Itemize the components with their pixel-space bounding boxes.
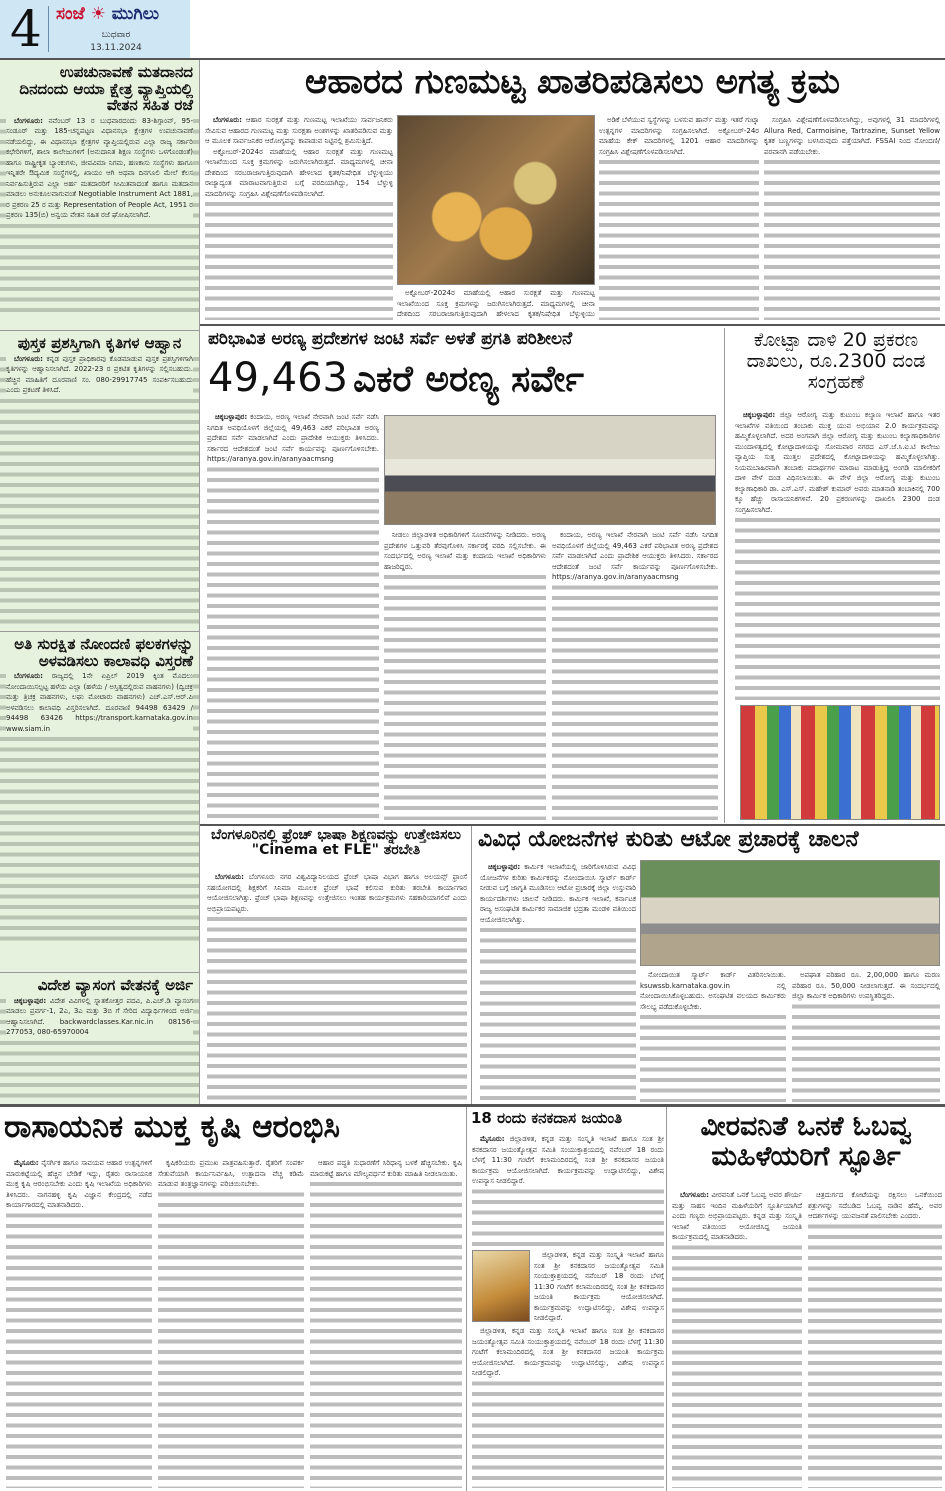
article-book-award	[0, 331, 199, 631]
body-text: ಅಪಘಾತ ಪರಿಹಾರ ರೂ. 2,00,000 ಹಾಗೂ ಮರಣ ಪರಿಹಾರ ರೂ. 50,000 ನೀಡಲಾಗುತ್ತದೆ. ಈ ಸಂದರ್ಭದಲ್ಲಿ ಜಿಲ್ಲಾ ಕಾರ್ಮಿಕ ಅಧಿಕಾರಿಗಳು ಉಪಸ್ಥಿತರಿದ್ದರು.	[792, 971, 940, 1000]
body-text: ನೋಂದಾಯಿತ ಸ್ಮಾರ್ಟ್ ಕಾರ್ಡ್ ವಿತರಿಸಲಾಯಿತು. ksuwssb.karnataka.gov.in ನಲ್ಲಿ ನೋಂದಾಯಿಸಿಕೊಳ್ಳಬಹುದು. ಅಸಂಘಟಿತ ವಲಯದ ಕಾರ್ಮಿಕರು ಸೌಲಭ್ಯ ಪಡೆದುಕೊಳ್ಳಬೇಕು.	[640, 971, 786, 1011]
tobacco-products-photo	[740, 705, 940, 820]
dateline: ಬೆಂಗಳೂರು:	[680, 1191, 709, 1199]
dateline: ಮೈಸೂರು:	[480, 1135, 505, 1143]
headline: ಪುಸ್ತಕ ಪ್ರಶಸ್ತಿಗಾಗಿ ಕೃತಿಗಳ ಆಹ್ವಾನ	[17, 334, 182, 352]
left-column	[0, 60, 200, 1105]
article-body-col-3	[472, 1326, 664, 1488]
dateline: ಬೆಂಗಳೂರು:	[213, 116, 242, 124]
article-body-col-2	[384, 530, 546, 820]
dateline: ಚಿಕ್ಕಬಳ್ಳಾಪುರ:	[215, 413, 248, 421]
dateline: ಬೆಂಗಳೂರು:	[14, 116, 43, 125]
article-body	[735, 410, 940, 700]
divider	[666, 1107, 667, 1491]
issue-day: ಬುಧವಾರ	[101, 30, 131, 40]
body-text: ಕಂದಾಯ, ಅರಣ್ಯ ಇಲಾಖೆ ನೇರವಾಗಿ ಜಂಟಿ ಸರ್ವೆ ನಡೆಸಿ ನಿಗದಿತ ಅವಧಿಯೊಳಗೆ ಜಿಲ್ಲೆಯಲ್ಲಿ 49,463 ಎಕರೆ ಪರಿಭಾವಿತ ಅರಣ್ಯ ಪ್ರದೇಶದ ಸರ್ವೆ ಮಾಡಲಾಗಿದೆ ಎಂದು ಪ್ರಾದೇಶಿಕ ಆಯುಕ್ತರು ತಿಳಿಸಿದರು. ಸರ್ಕಾರದ ಆದೇಶದಂತೆ ಜಂಟಿ ಸರ್ವೆ ಕಾರ್ಯವನ್ನು ಪೂರ್ಣಗೊಳಿಸಬೇಕು. https://aranya.gov.in/aranyaacmsng	[552, 531, 718, 581]
article-body-col-2	[534, 1250, 664, 1322]
newspaper-logo: ಸಂಜೆ ☀ ಮುಗಿಲು	[56, 4, 160, 24]
dateline: ಚಿಕ್ಕಬಳ್ಳಾಪುರ:	[743, 411, 776, 419]
food-photo	[397, 115, 595, 285]
divider	[466, 1107, 467, 1491]
article-auto-campaign	[478, 828, 943, 860]
body-text: ಜಿಲ್ಲಾಡಳಿತ, ಕನ್ನಡ ಮತ್ತು ಸಂಸ್ಕೃತಿ ಇಲಾಖೆ ಹಾಗೂ ಸಂತ ಶ್ರೀ ಕನಕದಾಸರ ಜಯಂತ್ಯೋತ್ಸವ ಸಮಿತಿ ಸಂಯುಕ್ತಾಶ್ರಯದಲ್ಲಿ ನವೆಂಬರ್ 18 ರಂದು ಬೆಳಗ್ಗೆ 11:30 ಗಂಟೆಗೆ ಕಲಾಮಂದಿರದಲ್ಲಿ ಸಂತ ಶ್ರೀ ಕನಕದಾಸರ ಜಯಂತಿ ಕಾರ್ಯಕ್ರಮ ಆಯೋಜಿಸಲಾಗಿದೆ. ಕಾರ್ಯಕ್ರಮವನ್ನು ಉದ್ಘಾಟಿಸಲಿದ್ದು, ವಿಶೇಷ ಉಪನ್ಯಾಸ ನೀಡಲಿದ್ದಾರೆ.	[472, 1135, 664, 1185]
headline: ಉಪಚುನಾವಣೆ ಮತದಾನದ ದಿನದಂದು ಆಯಾ ಕ್ಷೇತ್ರ ವ್ಯಾಪ್ತಿಯಲ್ಲಿ ವೇತನ ಸಹಿತ ರಜೆ	[19, 63, 193, 114]
masthead	[0, 0, 190, 58]
body-text: ಸಂಗ್ರಹಿಸಿ ವಿಶ್ಲೇಷಣೆಗೊಳಪಡಿಸಲಾಗಿದ್ದು, ಅವುಗಳಲ್ಲಿ 31 ಮಾದರಿಗಳಲ್ಲಿ Allura Red, Carmoisine, Tartrazine, Sunset Yellow ಕೃತಕ ಬಣ್ಣಗಳನ್ನು ಬಳಸಿರುವುದು ಪತ್ತೆಯಾಗಿದೆ. FSSAI ನಿಂದ ನೋಂದಣಿ/ಪರವಾನಗಿ ಪಡೆಯಬೇಕು.	[764, 116, 940, 156]
article-body-col-4	[764, 115, 940, 320]
article-food-quality	[205, 64, 940, 114]
divider	[471, 826, 472, 1104]
headline: ವೀರವನಿತೆ ಒನಕೆ ಓಬವ್ವ ಮಹಿಳೆಯರಿಗೆ ಸ್ಫೂರ್ತಿ	[700, 1112, 912, 1172]
article-body	[207, 872, 467, 1100]
article-body-col-1	[480, 862, 636, 1102]
article-body-col-3	[599, 115, 759, 320]
dateline: ಬೆಂಗಳೂರು:	[215, 873, 244, 881]
article-kotpa-raid	[730, 330, 942, 410]
headline-text: ಎಕರೆ ಅರಣ್ಯ ಸರ್ವೇ	[353, 358, 584, 400]
article-body-col-2	[158, 1158, 304, 1488]
meeting-photo	[384, 415, 716, 525]
headline: ಅತಿ ಸುರಕ್ಷಿತ ನೋಂದಣಿ ಫಲಕಗಳನ್ನು ಅಳವಡಿಸಲು ಕಾಲಾವಧಿ ವಿಸ್ತರಣೆ	[14, 635, 193, 670]
body-text: ವಿದೇಶ ವಿವಿಗಳಲ್ಲಿ ಸ್ನಾತಕೋತ್ತರ ಪದವಿ, ಪಿ.ಎಚ್.ಡಿ ವ್ಯಾಸಂಗ ಮಾಡಲು ಪ್ರವರ್ಗ-1, 2ಎ, 3ಎ ಮತ್ತು 3ಬಿ ಗೆ ಸೇರಿದ ವಿದ್ಯಾರ್ಥಿಗಳಿಂದ ಅರ್ಜಿ ಆಹ್ವಾನಿಸಲಾಗಿದೆ. backwardclasses.Kar.nic.in 08156-277053, 080-65970004	[6, 996, 193, 1036]
article-body	[0, 996, 199, 1101]
dateline: ಚಿಕ್ಕಬಳ್ಳಾಪುರ:	[488, 863, 521, 871]
divider	[724, 328, 725, 823]
article-body	[472, 1134, 664, 1246]
article-body-col-3	[792, 970, 940, 1102]
body-text: ಕಾರ್ಮಿಕ ಇಲಾಖೆಯಲ್ಲಿ ಜಾರಿಗೊಳಿಸಿರುವ ವಿವಿಧ ಯೋಜನೆಗಳ ಕುರಿತು ಕಾರ್ಮಿಕರನ್ನು ನೋಂದಾಯಿಸಿ ಸ್ಮಾರ್ಟ್ ಕಾರ್ಡ್ ನೀಡುವ ಬಗ್ಗೆ ಜಾಗೃತಿ ಮೂಡಿಸಲು ಆಟೋ ಪ್ರಚಾರಕ್ಕೆ ಜಿಲ್ಲಾ ಉಸ್ತುವಾರಿ ಕಾರ್ಯದರ್ಶಿಗಳು ಚಾಲನೆ ನೀಡಿದರು. ಕಾರ್ಮಿಕ ಇಲಾಖೆ, ಕರ್ನಾಟಕ ರಾಜ್ಯ ಅಸಂಘಟಿತ ಕಾರ್ಮಿಕರ ಸಾಮಾಜಿಕ ಭದ್ರತಾ ಮಂಡಳಿ ವತಿಯಿಂದ ಆಯೋಜಿಸಲಾಗಿತ್ತು.	[480, 863, 636, 924]
article-body-col-3	[552, 530, 718, 820]
divider	[0, 1104, 945, 1107]
headline-number: 49,463	[208, 354, 348, 401]
page-number: 4	[10, 0, 42, 58]
kanakadasa-portrait	[472, 1250, 530, 1322]
body-text: ಅಡಿಕೆ ಬೆಳೆಯುವ ಸ್ವಸ್ಥೆಗಳನ್ನು ಬಳಸುವ ಹಾರ್ನ್ ಮತ್ತು ಇತರೆ ಗುಟ್ಕಾ ಉತ್ಪನ್ನಗಳ ಮಾದರಿಗಳನ್ನು ಸಂಗ್ರಹಿಸಲಾಗಿದೆ. ಅಕ್ಟೋಬರ್-24ರ ಮಾಹೆಯ ಕೇಕ್ ಮಾದರಿಗಳಲ್ಲಿ 1201 ಆಹಾರ ಮಾದರಿಗಳನ್ನು ಸಂಗ್ರಹಿಸಿ ವಿಶ್ಲೇಷಣೆಗೊಳಪಡಿಸಲಾಗಿದೆ.	[599, 116, 759, 156]
body-text: ಚಿತ್ರದುರ್ಗದ ಕೋಟೆಯನ್ನು ರಕ್ಷಿಸಲು ಒನಕೆಯಿಂದ ಶತ್ರುಗಳನ್ನು ಸದೆಬಡಿದ ಓಬವ್ವ ನಾಡಿನ ಹೆಮ್ಮೆ. ಅವರ ಆದರ್ಶಗಳನ್ನು ಯುವಜನತೆ ಪಾಲಿಸಬೇಕು ಎಂದರು.	[808, 1191, 942, 1220]
body-text: ಜಿಲ್ಲಾಡಳಿತ, ಕನ್ನಡ ಮತ್ತು ಸಂಸ್ಕೃತಿ ಇಲಾಖೆ ಹಾಗೂ ಸಂತ ಶ್ರೀ ಕನಕದಾಸರ ಜಯಂತ್ಯೋತ್ಸವ ಸಮಿತಿ ಸಂಯುಕ್ತಾಶ್ರಯದಲ್ಲಿ ನವೆಂಬರ್ 18 ರಂದು ಬೆಳಗ್ಗೆ 11:30 ಗಂಟೆಗೆ ಕಲಾಮಂದಿರದಲ್ಲಿ ಸಂತ ಶ್ರೀ ಕನಕದಾಸರ ಜಯಂತಿ ಕಾರ್ಯಕ್ರಮ ಆಯೋಜಿಸಲಾಗಿದೆ. ಕಾರ್ಯಕ್ರಮವನ್ನು ಉದ್ಘಾಟಿಸಲಿದ್ದು, ವಿಶೇಷ ಉಪನ್ಯಾಸ ನೀಡಲಿದ್ದಾರೆ.	[534, 1251, 664, 1322]
article-body	[0, 671, 199, 941]
article-hsrp	[0, 632, 199, 972]
article-french-cinema	[205, 828, 467, 870]
article-body-col-2	[640, 970, 786, 1102]
logo-text-1: ಸಂಜೆ	[56, 4, 85, 24]
body-text: ವೀರವನಿತೆ ಒನಕೆ ಓಬವ್ವ ಅವರ ಶೌರ್ಯ ಮತ್ತು ಸಾಹಸ ಇಂದಿನ ಮಹಿಳೆಯರಿಗೆ ಸ್ಫೂರ್ತಿಯಾಗಿದೆ ಎಂದು ಗಣ್ಯರು ಅಭಿಪ್ರಾಯಪಟ್ಟರು. ಕನ್ನಡ ಮತ್ತು ಸಂಸ್ಕೃತಿ ಇಲಾಖೆ ವತಿಯಿಂದ ಆಯೋಜಿಸಿದ್ದ ಜಯಂತಿ ಕಾರ್ಯಕ್ರಮದಲ್ಲಿ ಮಾತನಾಡಿದರು.	[672, 1191, 802, 1241]
article-scholarship	[0, 973, 199, 1103]
article-election-holiday	[0, 60, 199, 330]
headline: ರಾಸಾಯನಿಕ ಮುಕ್ತ ಕೃಷಿ ಆರಂಭಿಸಿ	[4, 1110, 340, 1145]
headline: ಕೋಟ್ಪಾ ದಾಳಿ 20 ಪ್ರಕರಣ ದಾಖಲು, ರೂ.2300 ದಂಡ ಸಂಗ್ರಹಣೆ	[746, 330, 926, 393]
headline: ವಿವಿಧ ಯೋಜನೆಗಳ ಕುರಿತು ಆಟೋ ಪ್ರಚಾರಕ್ಕೆ ಚಾಲನೆ	[478, 828, 859, 852]
body-text: ರಾಜ್ಯದಲ್ಲಿ 1ನೇ ಏಪ್ರಿಲ್ 2019 ಕ್ಕಿಂತ ಮೊದಲು ನೋಂದಾಯಿಸಲ್ಪಟ್ಟ ಹಳೆಯ ಎಲ್ಲಾ (ಹಳೆಯ / ಅಸ್ತಿತ್ವದಲ್ಲಿರುವ ವಾಹನಗಳು) (ದ್ವಿಚಕ್ರ ಮತ್ತು ತ್ರಿಚಕ್ರ ವಾಹನಗಳು, ಲಘು ಮೋಟಾರು ವಾಹನಗಳು) ಎಚ್.ಎಸ್.ಆರ್.ಪಿ ಅಳವಡಿಸಲು ಕಾಲಾವಧಿ ವಿಸ್ತರಿಸಲಾಗಿದೆ. ದೂರವಾಣಿ 94498 63429 / 94498 63426 https://transport.karnataka.gov.in www.siam.in	[6, 672, 193, 733]
article-chemical-free-farming	[4, 1110, 464, 1156]
divider	[200, 324, 945, 326]
logo-text-2: ಮುಗಿಲು	[111, 4, 160, 24]
issue-date: 13.11.2024	[90, 43, 142, 53]
body-text: ಅಕ್ಟೋಬರ್-2024ರ ಮಾಹೆಯಲ್ಲಿ ಆಹಾರ ಸುರಕ್ಷತೆ ಮತ್ತು ಗುಣಮಟ್ಟ ಇಲಾಖೆಯಿಂದ ಸೂಕ್ತ ಕ್ರಮಗಳನ್ನು ಜರುಗಿಸಲಾಗಿರುತ್ತದೆ. ಮಾಧ್ಯಮಗಳಲ್ಲಿ ಚೀನಾ ದೇಶದಿಂದ ಸರಬರಾಜಾಗುತ್ತಿರುವುದಾಗಿ ಹೇಳಲಾದ ಕೃತಕ/ನಿಷೇಧಿತ ಬೆಳ್ಳುಳ್ಳಿಯು	[397, 288, 595, 320]
body-text: ಅಕ್ಟೋಬರ್-2024ರ ಮಾಹೆಯಲ್ಲಿ ಆಹಾರ ಸುರಕ್ಷತೆ ಮತ್ತು ಗುಣಮಟ್ಟ ಇಲಾಖೆಯಿಂದ ಸೂಕ್ತ ಕ್ರಮಗಳನ್ನು ಜರುಗಿಸಲಾಗಿರುತ್ತದೆ. ಮಾಧ್ಯಮಗಳಲ್ಲಿ ಚೀನಾ ದೇಶದಿಂದ ಸರಬರಾಜಾಗುತ್ತಿರುವುದಾಗಿ ಹೇಳಲಾದ ಕೃತಕ/ನಿಷೇಧಿತ ಬೆಳ್ಳುಳ್ಳಿಯು ರಾಜ್ಯಾದ್ಯಂತ ಮಾರಾಟವಾಗುತ್ತಿರುವ ಬಗ್ಗೆ ವರದಿಯಾಗಿದ್ದು, 154 ಬೆಳ್ಳುಳ್ಳಿ ಮಾದರಿಗಳನ್ನು ಸಂಗ್ರಹಿಸಿ ವಿಶ್ಲೇಷಣೆಗೊಳಪಡಿಸಲಾಗಿದೆ.	[205, 147, 393, 198]
dateline: ಮೈಸೂರು:	[14, 1159, 39, 1167]
article-body-col-1	[6, 1158, 152, 1488]
body-text: ಆಹಾರ ಪದ್ಧತಿ ಸುಧಾರಣೆಗೆ ಸಿರಿಧಾನ್ಯ ಬಳಕೆ ಹೆಚ್ಚಿಸಬೇಕು. ಕೃಷಿ ಮಾರುಕಟ್ಟೆ ಹಾಗೂ ಮೌಲ್ಯವರ್ಧನೆ ಕುರಿತು ಮಾಹಿತಿ ನೀಡಲಾಯಿತು.	[310, 1159, 462, 1178]
article-body-col-1	[205, 115, 393, 320]
dateline: ಬೆಂಗಳೂರು:	[14, 354, 43, 363]
body-text: ಜಿಲ್ಲಾ ಆರೋಗ್ಯ ಮತ್ತು ಕುಟುಂಬ ಕಲ್ಯಾಣ ಇಲಾಖೆ ಹಾಗೂ ಇತರ ಇಲಾಖೆಗಳ ವತಿಯಿಂದ ತಂಬಾಕು ಮುಕ್ತ ಯುವ ಅಭಿಯಾನ 2.0 ಕಾರ್ಯಕ್ರಮವನ್ನು ಹಮ್ಮಿಕೊಳ್ಳಲಾಗಿದೆ. ಅದರ ಅಂಗವಾಗಿ ಜಿಲ್ಲಾ ಆರೋಗ್ಯ ಮತ್ತು ಕುಟುಂಬ ಕಲ್ಯಾಣಾಧಿಕಾರಿಗಳ ಮುಂದಾಳತ್ವದಲ್ಲಿ ಕೋಟ್ಪಾದಾಳಿಯನ್ನು ಸೋಮವಾರ ನಗರದ ಎಸ್.ಜೆ.ಸಿ.ಐ.ಟಿ ಕಾಲೇಜು ವ್ಯಾಪ್ತಿಯ ಸುತ್ತ ಮುತ್ತಲ ಪ್ರದೇಶದಲ್ಲಿ ಕೋಟ್ಪಾದಾಳಿಯನ್ನು ಹಮ್ಮಿಕೊಳ್ಳಲಾಗಿತ್ತು. ನಿಯಮಬಾಹಿರವಾಗಿ ತಂಬಾಕು ಪದಾರ್ಥಗಳ ಮಾರಾಟ ಮಾಡುತ್ತಿದ್ದ ಅಂಗಡಿ ಮಾಲೀಕರಿಗೆ ದಾಳಿ ವೇಳೆ ದಂಡ ವಿಧಿಸಲಾಯಿತು. ಈ ವೇಳೆ ಜಿಲ್ಲಾ ಆರೋಗ್ಯ ಮತ್ತು ಕುಟುಂಬ ಕಲ್ಯಾಣಾಧಿಕಾರಿ ಡಾ. ಎಸ್.ಎಸ್. ಮಹೇಶ್ ಕುಮಾರ್ ಅವರು ಮಾತನಾಡಿ ತಂಬಾಕಿನಲ್ಲಿ 700 ಕ್ಕೂ ಹೆಚ್ಚು ರಾಸಾಯನಿಕಗಳಿವೆ. 20 ಪ್ರಕರಣಗಳನ್ನು ದಾಖಲಿಸಿ 2300 ದಂಡ ಸಂಗ್ರಹಿಸಲಾಗಿದೆ.	[735, 411, 940, 514]
body-text: ನೈಸರ್ಗಿಕ ಹಾಗೂ ಸಾವಯವ ಆಹಾರ ಉತ್ಪನ್ನಗಳಿಗೆ ಮಾರುಕಟ್ಟೆಯಲ್ಲಿ ಹೆಚ್ಚಿನ ಬೇಡಿಕೆ ಇದ್ದು, ರೈತರು ರಾಸಾಯನಿಕ ಮುಕ್ತ ಕೃಷಿ ಆರಂಭಿಸಬೇಕು ಎಂದು ಕೃಷಿ ಇಲಾಖೆಯ ಅಧಿಕಾರಿಗಳು ತಿಳಿಸಿದರು. ನಾಗನಹಳ್ಳಿ ಕೃಷಿ ವಿಜ್ಞಾನ ಕೇಂದ್ರದಲ್ಲಿ ನಡೆದ ಕಾರ್ಯಾಗಾರದಲ್ಲಿ ಮಾತನಾಡಿದರು.	[6, 1159, 152, 1209]
headline: ಬೆಂಗಳೂರಿನಲ್ಲಿ ಫ್ರೆಂಚ್ ಭಾಷಾ ಶಿಕ್ಷಣವನ್ನು ಉತ್ತೇಜಿಸಲು "Cinema et FLE" ತರಬೇತಿ	[211, 828, 461, 859]
article-onake-obavva	[670, 1112, 942, 1188]
article-body-col-1	[672, 1190, 802, 1488]
article-body-col-1	[207, 412, 379, 820]
article-body	[0, 354, 199, 624]
body-text: ಆಹಾರ ಸುರಕ್ಷತೆ ಮತ್ತು ಗುಣಮಟ್ಟ ಇಲಾಖೆಯು ಸಾರ್ವಜನಿಕರು ಸೇವಿಸುವ ಆಹಾರದ ಗುಣಮಟ್ಟ ಮತ್ತು ಸುರಕ್ಷತಾ ಅಂಶಗಳನ್ನು ಖಾತರಿಪಡಿಸುವ ಮತ್ತು ಆ ಮೂಲಕ ಸಾರ್ವಜನಿಕರ ಆರೋಗ್ಯವನ್ನು ಕಾಪಾಡುವ ನಿಟ್ಟಿನಲ್ಲಿ ಶ್ರಮಿಸುತ್ತಿದೆ.	[205, 116, 393, 145]
divider	[200, 824, 945, 826]
article-body-col-2	[397, 288, 595, 320]
body-text: ಕನ್ನಡ ಪುಸ್ತಕ ಪ್ರಾಧಿಕಾರವು ಕೊಡಮಾಡುವ ಪುಸ್ತಕ ಪ್ರಶಸ್ತಿಗಳಿಗಾಗಿ ಕೃತಿಗಳನ್ನು ಆಹ್ವಾನಿಸಲಾಗಿದೆ. 2022-23 ರ ಪ್ರಕಟಿತ ಕೃತಿಗಳನ್ನು ಸಲ್ಲಿಸಬಹುದು. ಹೆಚ್ಚಿನ ಮಾಹಿತಿಗೆ ದೂರವಾಣಿ ಸಂ. 080-29917745 ಸಂಪರ್ಕಿಸಬಹುದು ಎಂದು ಪ್ರಕಟಣೆ ತಿಳಿಸಿದೆ.	[6, 354, 193, 394]
body-text: ನೀಡಲು ಜಿಲ್ಲಾಡಳಿತ ಅಧಿಕಾರಿಗಳಿಗೆ ಸೂಚನೆಗಳನ್ನು ನೀಡಿದರು. ಅರಣ್ಯ ಪ್ರದೇಶಗಳ ಒತ್ತುವರಿ ತೆರವುಗೊಳಿಸಿ ಸರ್ಕಾರಕ್ಕೆ ವರದಿ ಸಲ್ಲಿಸಬೇಕು. ಈ ಸಂದರ್ಭದಲ್ಲಿ ಅರಣ್ಯ ಇಲಾಖೆ ಮತ್ತು ಕಂದಾಯ ಇಲಾಖೆ ಅಧಿಕಾರಿಗಳು ಹಾಜರಿದ್ದರು.	[384, 531, 546, 571]
body-text: ನವೆಂಬರ್ 13 ರ ಬುಧವಾರದಂದು 83-ಶಿಗ್ಗಾಂವ್, 95-ಸಂಡೂರ್ ಮತ್ತು 185-ಚನ್ನಪಟ್ಟಣ ವಿಧಾನಸಭಾ ಕ್ಷೇತ್ರಗಳ ಉಪಚುನಾವಣೆ ನಡೆಯಲಿದ್ದು, ಈ ವಿಧಾನಸಭಾ ಕ್ಷೇತ್ರಗಳ ವ್ಯಾಪ್ತಿಯಲ್ಲಿರುವ ಎಲ್ಲಾ ರಾಜ್ಯ ಸರ್ಕಾರಿ ಕಛೇರಿಗಳಿಗೆ, ಶಾಲಾ ಕಾಲೇಜುಗಳಿಗೆ (ಅನುದಾನಿತ ಶಿಕ್ಷಣ ಸಂಸ್ಥೆಗಳು ಒಳಗೊಂಡಂತೆ) ಹಾಗೂ ರಾಷ್ಟ್ರೀಕೃತ ಬ್ಯಾಂಕುಗಳು, ಜೀವವಿಮಾ ನಿಗಮ, ಹಣಕಾಸು ಸಂಸ್ಥೆಗಳು ಹಾಗೂ ಇನ್ನಿತರೇ ಔದ್ಯಮಿಕ ಸಂಸ್ಥೆಗಳಲ್ಲಿ, ಖಾಯಂ ಆಗಿ ಅಥವಾ ದಿನಗೂಲಿ ಮೇಲೆ ಕೆಲಸ ನಿರ್ವಹಿಸುತ್ತಿರುವ ಎಲ್ಲಾ ಅರ್ಹ ಮತದಾರರಿಗೆ ಸೀಮಿತವಾದಂತೆ ಹಾಗೂ ಮತದಾನ ಮಾಡಲು ಅನುಕೂಲವಾಗುವಂತೆ Negotiable Instrument Act 1881, ರ ಪ್ರಕರಣ 25 ರ ಮತ್ತು Representation of People Act, 1951 ರ ಪ್ರಕರಣ 135(ಬಿ) ಅನ್ವಯ ವೇತನ ಸಹಿತ ರಜೆ ಘೋಷಿಸಲಾಗಿದೆ.	[6, 116, 193, 219]
divider	[48, 6, 49, 52]
body-text: ಕೃಷಿಕರಿಯರು ಪ್ರಮುಖ ಪಾತ್ರವಹಿಸುತ್ತಾರೆ. ರೈತರಿಗೆ ಸಂಪರ್ಕ ಸೇತುವೆಯಾಗಿ ಕಾರ್ಯನಿರ್ವಹಿಸಿ, ಉತ್ಪಾದನಾ ವೆಚ್ಚ ಕಡಿಮೆ ಮಾಡುವ ತಂತ್ರಜ್ಞಾನಗಳನ್ನು ಪರಿಚಯಿಸಬೇಕು.	[158, 1159, 304, 1188]
headline: 18 ರಂದು ಕನಕದಾಸ ಜಯಂತಿ	[471, 1110, 623, 1127]
dateline: ಬೆಂಗಳೂರು:	[14, 672, 43, 680]
headline	[208, 355, 723, 401]
article-body	[0, 116, 199, 316]
article-forest-survey-header	[208, 330, 723, 410]
kicker: ಪರಿಭಾವಿತ ಅರಣ್ಯ ಪ್ರದೇಶಗಳ ಜಂಟಿ ಸರ್ವೆ ಅಳತೆ ಪ್ರಗತಿ ಪರಿಶೀಲನೆ	[208, 330, 573, 349]
dateline: ಚಿಕ್ಕಬಳ್ಳಾಪುರ:	[14, 996, 47, 1005]
body-text: ಜಿಲ್ಲಾಡಳಿತ, ಕನ್ನಡ ಮತ್ತು ಸಂಸ್ಕೃತಿ ಇಲಾಖೆ ಹಾಗೂ ಸಂತ ಶ್ರೀ ಕನಕದಾಸರ ಜಯಂತ್ಯೋತ್ಸವ ಸಮಿತಿ ಸಂಯುಕ್ತಾಶ್ರಯದಲ್ಲಿ ನವೆಂಬರ್ 18 ರಂದು ಬೆಳಗ್ಗೆ 11:30 ಗಂಟೆಗೆ ಕಲಾಮಂದಿರದಲ್ಲಿ ಸಂತ ಶ್ರೀ ಕನಕದಾಸರ ಜಯಂತಿ ಕಾರ್ಯಕ್ರಮ ಆಯೋಜಿಸಲಾಗಿದೆ. ಕಾರ್ಯಕ್ರಮವನ್ನು ಉದ್ಘಾಟಿಸಲಿದ್ದು, ವಿಶೇಷ ಉಪನ್ಯಾಸ ನೀಡಲಿದ್ದಾರೆ.	[472, 1327, 664, 1377]
article-body-col-2	[808, 1190, 942, 1488]
body-text: ಕಂದಾಯ, ಅರಣ್ಯ ಇಲಾಖೆ ನೇರವಾಗಿ ಜಂಟಿ ಸರ್ವೆ ನಡೆಸಿ ನಿಗದಿತ ಅವಧಿಯೊಳಗೆ ಜಿಲ್ಲೆಯಲ್ಲಿ 49,463 ಎಕರೆ ಪರಿಭಾವಿತ ಅರಣ್ಯ ಪ್ರದೇಶದ ಸರ್ವೆ ಮಾಡಲಾಗಿದೆ ಎಂದು ಪ್ರಾದೇಶಿಕ ಆಯುಕ್ತರು ತಿಳಿಸಿದರು. ಸರ್ಕಾರದ ಆದೇಶದಂತೆ ಜಂಟಿ ಸರ್ವೆ ಕಾರ್ಯವನ್ನು ಪೂರ್ಣಗೊಳಿಸಬೇಕು. https://aranya.gov.in/aranyaacmsng	[207, 413, 379, 463]
body-text: ಬೆಂಗಳೂರು ನಗರ ವಿಶ್ವವಿದ್ಯಾನಿಲಯದ ಫ್ರೆಂಚ್ ಭಾಷಾ ವಿಭಾಗ ಹಾಗೂ ಅಲಯನ್ಸ್ ಫ್ರಾಂಸೆ ಸಹಯೋಗದಲ್ಲಿ ಶಿಕ್ಷಕರಿಗೆ ಸಿನಿಮಾ ಮೂಲಕ ಫ್ರೆಂಚ್ ಭಾಷೆ ಕಲಿಸುವ ಕುರಿತು ತರಬೇತಿ ಕಾರ್ಯಾಗಾರ ಆಯೋಜಿಸಲಾಗಿತ್ತು. ಫ್ರೆಂಚ್ ಭಾಷಾ ಶಿಕ್ಷಣವನ್ನು ಉತ್ತೇಜಿಸಲು ಇಂತಹ ಕಾರ್ಯಕ್ರಮಗಳು ಸಹಕಾರಿಯಾಗಲಿವೆ ಎಂದು ಅಭಿಪ್ರಾಯಪಟ್ಟರು.	[207, 873, 467, 913]
article-body-col-3	[310, 1158, 462, 1488]
article-kanakadasa-jayanti	[471, 1110, 665, 1134]
headline: ವಿದೇಶ ವ್ಯಾಸಂಗ ವೇತನಕ್ಕೆ ಅರ್ಜಿ	[37, 976, 193, 994]
headline: ಆಹಾರದ ಗುಣಮಟ್ಟ ಖಾತರಿಪಡಿಸಲು ಅಗತ್ಯ ಕ್ರಮ	[304, 64, 840, 102]
auto-campaign-photo	[640, 860, 940, 966]
